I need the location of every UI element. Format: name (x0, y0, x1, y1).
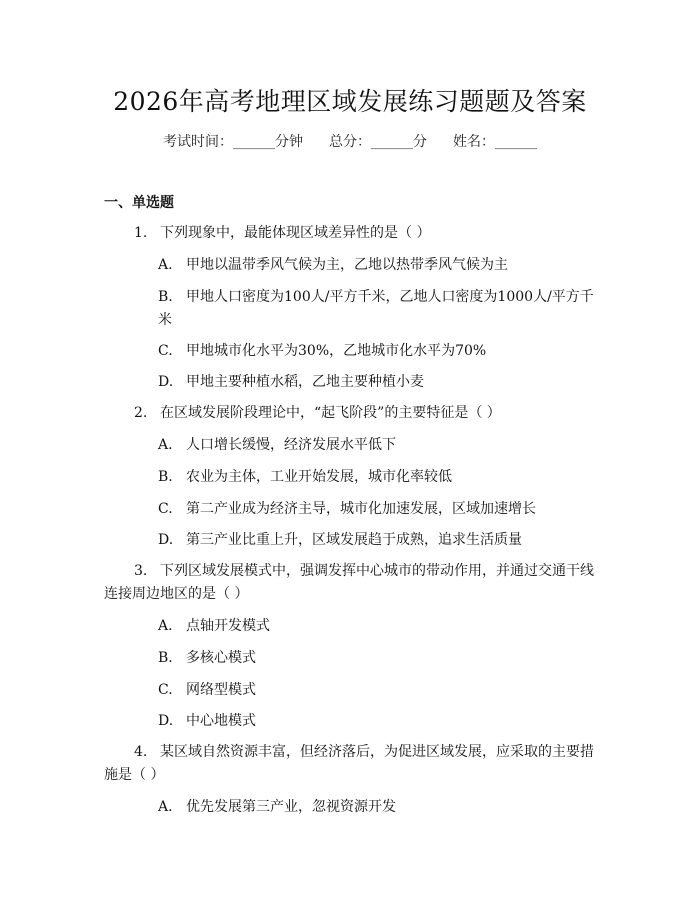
option-item (104, 796, 600, 819)
option-text: 多核心模式 (186, 650, 256, 666)
option-item (104, 710, 600, 733)
option-text: 优先发展第三产业，忽视资源开发 (186, 799, 396, 815)
option-letter: D. (158, 713, 174, 729)
option-letter: D. (158, 532, 174, 548)
option-text: 甲地以温带季风气候为主，乙地以热带季风气候为主 (186, 257, 508, 273)
question-number: 4. (134, 744, 148, 760)
option-item (104, 254, 600, 277)
option-item (104, 434, 600, 457)
option-text: 中心地模式 (186, 713, 256, 729)
option-item (104, 466, 600, 489)
option-letter: C. (158, 343, 173, 359)
question-stem (104, 560, 604, 606)
option-letter: C. (158, 501, 173, 517)
question-text: 下列现象中，最能体现区域差异性的是（ ） (160, 225, 431, 241)
option-text: 甲地城市化水平为30%，乙地城市化水平为70% (186, 343, 487, 359)
option-text: 点轴开发模式 (186, 618, 270, 634)
option-letter: A. (158, 437, 173, 453)
question-text: 某区域自然资源丰富，但经济落后，为促进区域发展，应采取的主要措施是（ ） (104, 744, 594, 783)
option-item (104, 286, 600, 332)
question-stem (104, 402, 604, 425)
question-text: 在区域发展阶段理论中，“起飞阶段”的主要特征是（ ） (160, 405, 501, 421)
option-text: 第三产业比重上升，区域发展趋于成熟，追求生活质量 (186, 532, 522, 548)
option-text: 甲地主要种植水稻，乙地主要种植小麦 (186, 374, 424, 390)
option-text: 网络型模式 (186, 682, 256, 698)
option-letter: C. (158, 682, 173, 698)
exam-time-field: 考试时间：______分钟 (163, 134, 303, 150)
option-text: 甲地人口密度为100人/平方千米，乙地人口密度为1000人/平方千米 (158, 289, 594, 328)
option-item (104, 371, 600, 394)
exam-meta (0, 131, 700, 151)
option-item (104, 498, 600, 521)
option-letter: B. (158, 289, 173, 305)
option-text: 人口增长缓慢，经济发展水平低下 (186, 437, 396, 453)
question-number: 3. (134, 563, 148, 579)
question-stem (104, 222, 604, 245)
option-letter: D. (158, 374, 174, 390)
option-letter: A. (158, 257, 173, 273)
student-name-field: 姓名：______ (453, 134, 537, 150)
total-score-field: 总分：______分 (329, 134, 427, 150)
section-heading: 一、单选题 (104, 195, 174, 211)
option-item (104, 615, 600, 638)
option-item (104, 529, 600, 552)
page-title: 2026年高考地理区域发展练习题题及答案 (113, 87, 587, 116)
option-item (104, 647, 600, 670)
question-number: 2. (134, 405, 148, 421)
option-letter: A. (158, 799, 173, 815)
option-letter: A. (158, 618, 173, 634)
option-item (104, 340, 600, 363)
option-text: 第二产业成为经济主导，城市化加速发展，区域加速增长 (186, 501, 536, 517)
question-text: 下列区域发展模式中，强调发挥中心城市的带动作用，并通过交通干线连接周边地区的是（ ） (104, 563, 594, 602)
option-text: 农业为主体，工业开始发展，城市化率较低 (186, 469, 452, 485)
option-letter: B. (158, 469, 173, 485)
question-number: 1. (134, 225, 148, 241)
option-item (104, 679, 600, 702)
option-letter: B. (158, 650, 173, 666)
question-stem (104, 741, 604, 787)
